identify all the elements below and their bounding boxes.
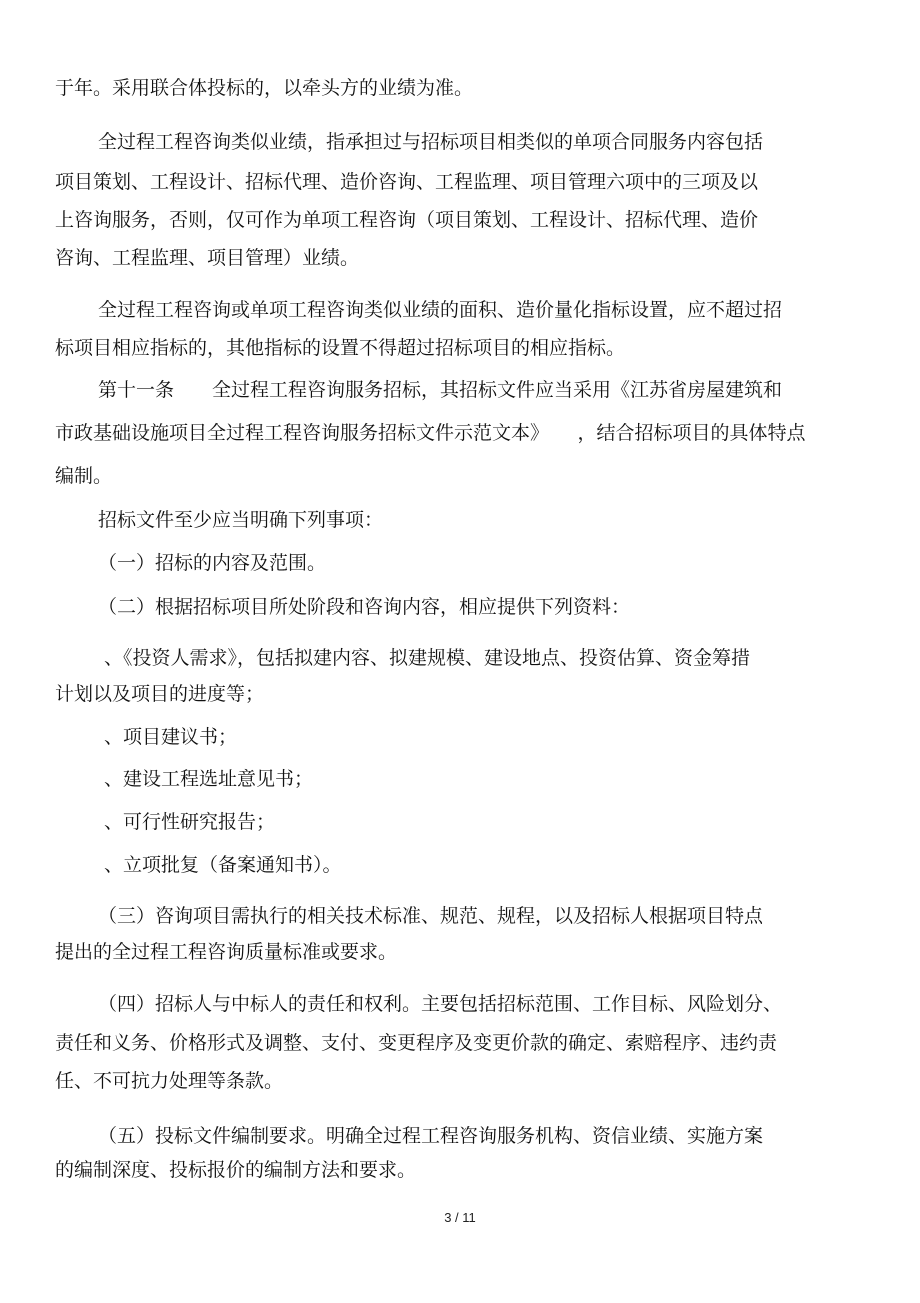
text-line: 项目策划、工程设计、招标代理、造价咨询、工程监理、项目管理六项中的三项及以 bbox=[55, 171, 759, 193]
text-line: 全过程工程咨询或单项工程咨询类似业绩的面积、造价量化指标设置，应不超过招 bbox=[98, 299, 783, 321]
text-line: 责任和义务、价格形式及调整、支付、变更程序及变更价款的确定、索赔程序、违约责 bbox=[55, 1032, 778, 1054]
text-line: 上咨询服务，否则，仅可作为单项工程咨询（项目策划、工程设计、招标代理、造价 bbox=[55, 209, 759, 231]
text-line: （三）咨询项目需执行的相关技术标准、规范、规程，以及招标人根据项目特点 bbox=[98, 905, 764, 927]
text-line: 提出的全过程工程咨询质量标准或要求。 bbox=[55, 941, 398, 963]
text-line: 于年。采用联合体投标的，以牵头方的业绩为准。 bbox=[55, 77, 474, 99]
text-line: （二）根据招标项目所处阶段和咨询内容，相应提供下列资料： bbox=[98, 596, 631, 618]
text-line: 第十一条 全过程工程咨询服务招标，其招标文件应当采用《江苏省房屋建筑和 bbox=[98, 379, 783, 401]
text-line: （一）招标的内容及范围。 bbox=[98, 552, 327, 574]
text-line: （五）投标文件编制要求。明确全过程工程咨询服务机构、资信业绩、实施方案 bbox=[98, 1125, 764, 1147]
text-line: 任、不可抗力处理等条款。 bbox=[55, 1070, 284, 1092]
text-line: 、立项批复（备案通知书）。 bbox=[104, 854, 342, 876]
text-line: 市政基础设施项目全过程工程咨询服务招标文件示范文本》 ，结合招标项目的具体特点 bbox=[55, 422, 806, 444]
text-line: 、《投资人需求》，包括拟建内容、拟建规模、建设地点、投资估算、资金筹措 bbox=[104, 647, 751, 669]
page-number: 3 / 11 bbox=[444, 1210, 476, 1225]
text-line: 、项目建议书； bbox=[104, 726, 238, 748]
text-line: 、可行性研究报告； bbox=[104, 811, 276, 833]
text-line: 标项目相应指标的，其他指标的设置不得超过招标项目的相应指标。 bbox=[55, 337, 626, 359]
text-line: 咨询、工程监理、项目管理）业绩。 bbox=[55, 247, 360, 269]
text-line: 招标文件至少应当明确下列事项： bbox=[98, 509, 384, 531]
text-line: 编制。 bbox=[55, 465, 113, 487]
text-line: 计划以及项目的进度等； bbox=[55, 683, 265, 705]
text-line: 、建设工程选址意见书； bbox=[104, 768, 314, 790]
text-line: 的编制深度、投标报价的编制方法和要求。 bbox=[55, 1159, 417, 1181]
text-line: 全过程工程咨询类似业绩，指承担过与招标项目相类似的单项合同服务内容包括 bbox=[98, 131, 764, 153]
text-line: （四）招标人与中标人的责任和权利。主要包括招标范围、工作目标、风险划分、 bbox=[98, 993, 783, 1015]
